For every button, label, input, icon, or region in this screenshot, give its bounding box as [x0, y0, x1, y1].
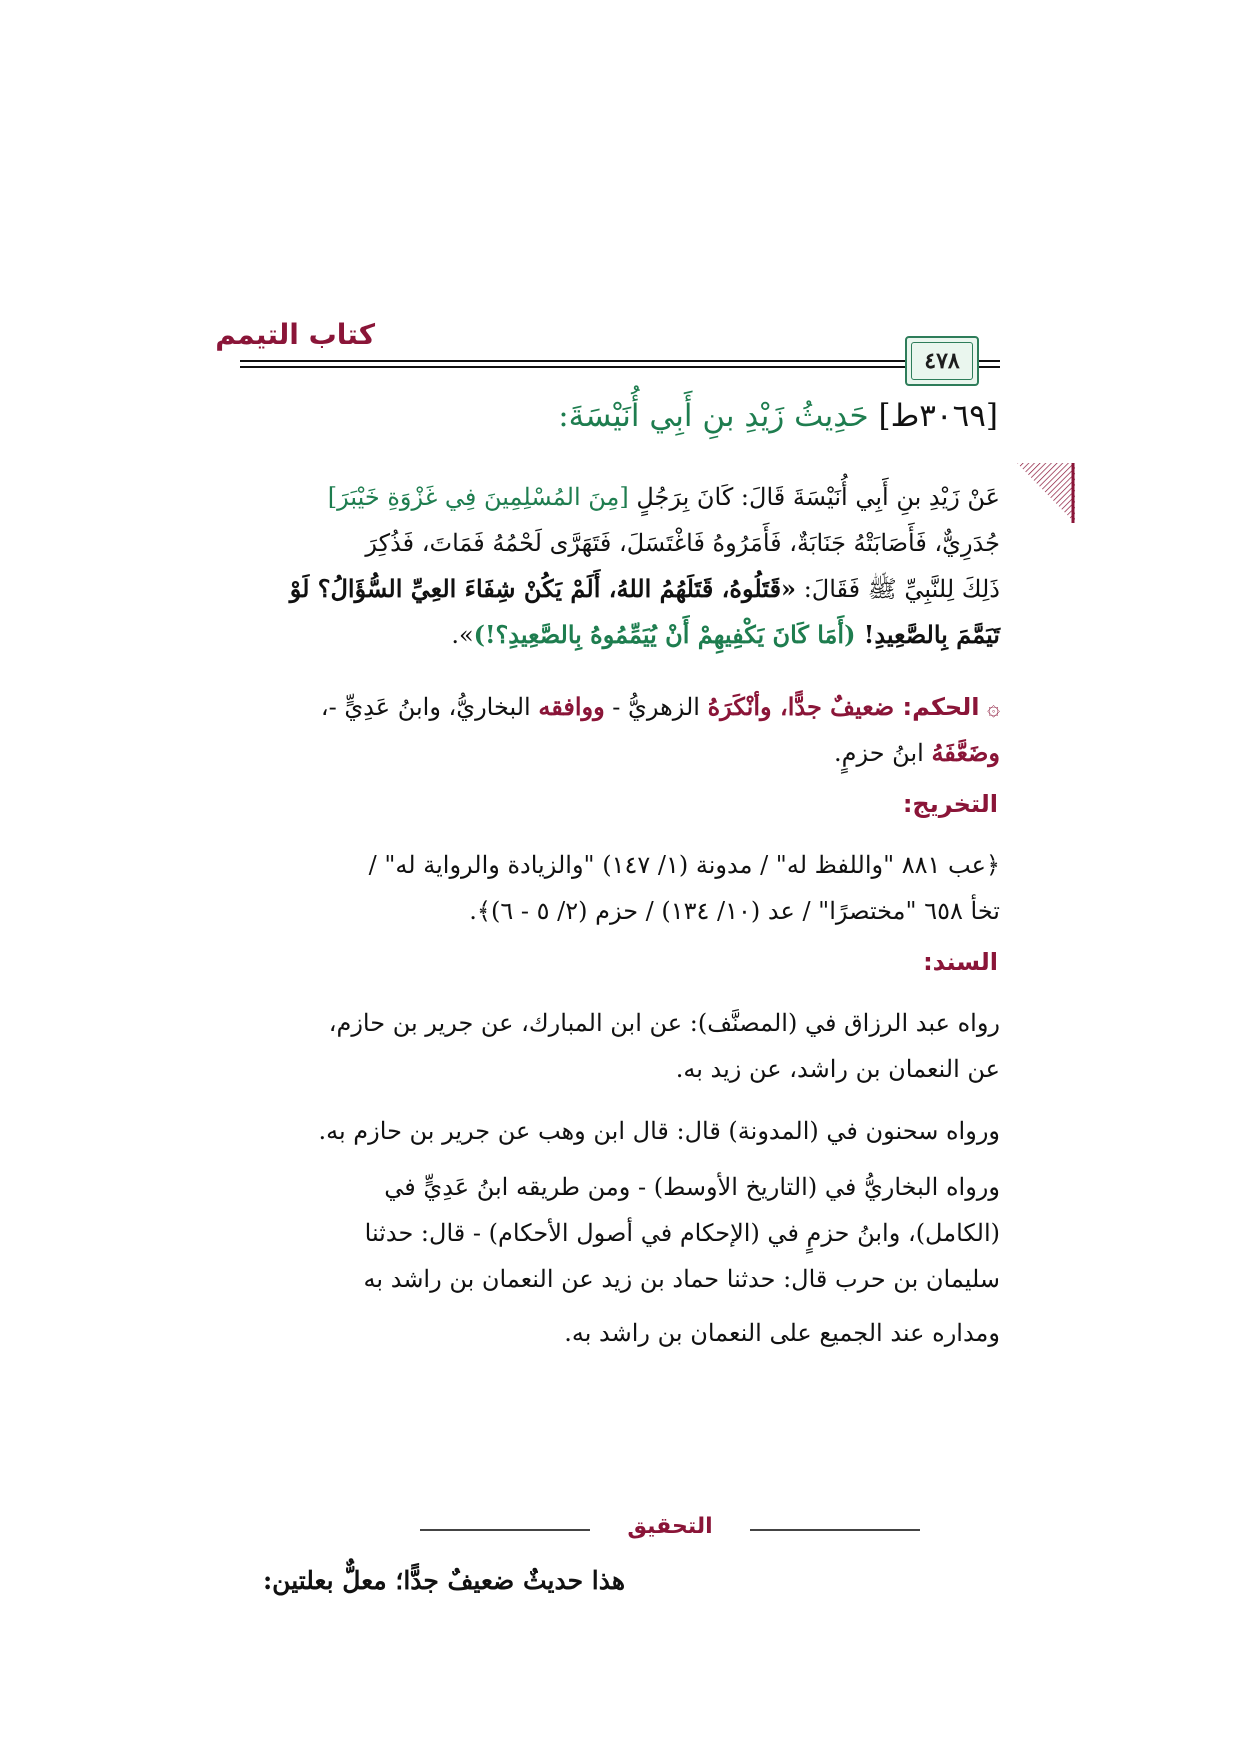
hadith-heading — [558, 398, 998, 434]
sanad-para3-line2: (الكامل)، وابنُ حزمٍ في (الإحكام في أصول الأحكام) - قال: حدثنا — [364, 1219, 1000, 1247]
page-number-badge — [905, 336, 979, 386]
ruling-text: ابنُ حزمٍ. — [833, 739, 932, 767]
sanad-para3-line1: ورواه البخاريُّ في (التاريخ الأوسط) - ومن طريقه ابنُ عَدِيٍّ في — [384, 1173, 1000, 1201]
tahqiq-divider — [360, 1514, 980, 1544]
sanad-label: السند: — [923, 948, 998, 976]
ruling-text: الزهريُّ - — [604, 693, 708, 721]
hadith-prophet-saying: «قَتَلُوهُ، قَتَلَهُمُ اللهُ، أَلَمْ يَكُنْ شِفَاءَ العِيِّ السُّؤَالُ؟ لَوْ — [289, 574, 797, 603]
corner-ornament-icon — [1017, 463, 1075, 523]
sanad-para1-line1: رواه عبد الرزاق في (المصنَّف): عن ابن المبارك، عن جرير بن حازم، — [328, 1009, 1000, 1037]
takhrij-line-2: تخأ ٦٥٨ "مختصرًا" / عد (١٠/ ١٣٤) / حزم (٢/ ٥ - ٦)﴾. — [469, 897, 1000, 925]
hadith-addition: [مِنَ المُسْلِمِينَ فِي غَزْوَةِ خَيْبَرَ] — [327, 483, 629, 511]
hadith-number: [٣٠٦٩ط] — [878, 398, 998, 434]
sanad-para2: ورواه سحنون في (المدونة) قال: قال ابن وهب عن جرير بن حازم به. — [318, 1117, 1000, 1145]
header-rule-top-left — [977, 360, 1000, 362]
hadith-prophet-saying: تَيَمَّمَ بِالصَّعِيدِ! — [855, 620, 1000, 649]
header-rule-bottom-left — [977, 366, 1000, 368]
takhrij-label: التخريج: — [902, 790, 998, 818]
ruling-text: البخاريُّ، وابنُ عَدِيٍّ -، — [320, 693, 539, 721]
sanad-para3-line3: سليمان بن حرب قال: حدثنا حماد بن زيد عن النعمان بن راشد به — [363, 1265, 1000, 1293]
tahqiq-title: التحقيق — [627, 1514, 713, 1539]
ruling-grade: ضعيفٌ جدًّا، وأنْكَرَهُ — [707, 692, 903, 721]
header-rule-top — [240, 360, 905, 362]
hadith-line-1 — [328, 474, 1000, 520]
hadith-line-3 — [290, 566, 1000, 612]
ruling-line-2 — [834, 730, 1000, 776]
flower-icon: ۞ — [987, 696, 1000, 721]
sanad-para4: ومداره عند الجميع على النعمان بن راشد به. — [564, 1319, 1000, 1347]
hadith-variant: (أَمَا كَانَ يَكْفِيهِمْ أَنْ يُيَمِّمُوهُ بِالصَّعِيدِ؟!) — [473, 620, 856, 649]
takhrij-line-1: ﴿عب ٨٨١ "واللفظ له" / مدونة (١/ ١٤٧) "والزيادة والرواية له" / — [368, 851, 1000, 879]
ruling-line-1 — [321, 684, 1000, 732]
hadith-line-2: جُدَرِيٌّ، فَأَصَابَتْهُ جَنَابَةٌ، فَأَمَرُوهُ فَاغْتَسَلَ، فَتَهَرَّى لَحْمُهُ فَمَاتَ، فَذُكِرَ — [365, 529, 1000, 557]
tahqiq-conclusion: هذا حديثٌ ضعيفٌ جدًّا؛ معلٌّ بعلتين: — [262, 1566, 625, 1595]
page-number: ٤٧٨ — [911, 342, 973, 380]
hadith-closing: ». — [451, 621, 474, 649]
hadith-text: عَنْ زَيْدِ بنِ أَبِي أُنَيْسَةَ قَالَ: كَانَ بِرَجُلٍ — [628, 483, 1000, 511]
hadith-text: ذَلِكَ لِلنَّبِيِّ ﷺ فَقَالَ: — [796, 575, 1000, 603]
header-rule-bottom — [240, 366, 905, 368]
hadith-title: حَدِيثُ زَيْدِ بنِ أَبِي أُنَيْسَةَ: — [558, 398, 869, 434]
hadith-line-4 — [451, 612, 1000, 658]
chapter-title: كتاب التيمم — [215, 318, 375, 351]
ruling-weakened: وضَعَّفَهُ — [931, 738, 1000, 767]
ruling-agreement: ووافقه — [538, 692, 605, 721]
ruling-label: الحكم: — [902, 693, 980, 721]
sanad-para1-line2: عن النعمان بن راشد، عن زيد به. — [675, 1055, 1000, 1083]
